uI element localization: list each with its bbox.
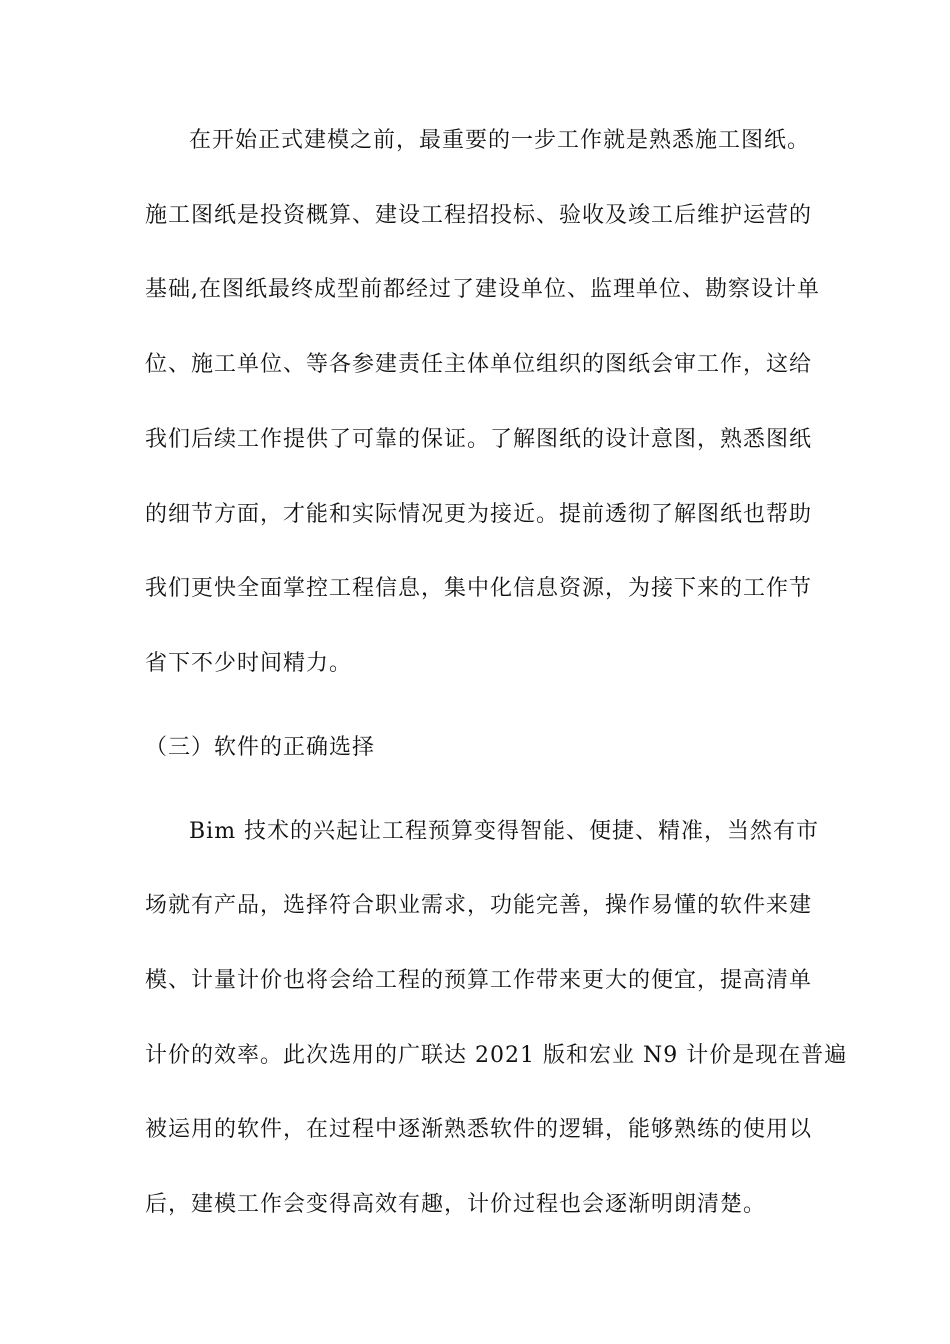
paragraph-2-line-4: 计价的效率。此次选用的广联达 2021 版和宏业 N9 计价是现在普遍 — [145, 1043, 848, 1068]
paragraph-1-line-6: 的细节方面，才能和实际情况更为接近。提前透彻了解图纸也帮助 — [145, 502, 813, 527]
paragraph-2-line-1: Bim 技术的兴起让工程预算变得智能、便捷、精准，当然有市 — [189, 819, 820, 844]
paragraph-2-line-6: 后，建模工作会变得高效有趣，计价过程也会逐渐明朗清楚。 — [145, 1192, 767, 1217]
paragraph-1-line-4: 位、施工单位、等各参建责任主体单位组织的图纸会审工作，这给 — [145, 352, 813, 377]
paragraph-1-line-3: 基础,在图纸最终成型前都经过了建设单位、监理单位、勘察设计单 — [145, 277, 820, 302]
paragraph-2-line-3: 模、计量计价也将会给工程的预算工作带来更大的便宜，提高清单 — [145, 968, 813, 993]
paragraph-1-line-8: 省下不少时间精力。 — [145, 651, 353, 676]
paragraph-2-line-5: 被运用的软件，在过程中逐渐熟悉软件的逻辑，能够熟练的使用以 — [145, 1117, 813, 1142]
paragraph-1-line-5: 我们后续工作提供了可靠的保证。了解图纸的设计意图，熟悉图纸 — [145, 427, 813, 452]
section-heading: （三）软件的正确选择 — [145, 735, 376, 760]
paragraph-1-line-7: 我们更快全面掌控工程信息，集中化信息资源，为接下来的工作节 — [145, 576, 813, 601]
paragraph-2-line-2: 场就有产品，选择符合职业需求，功能完善，操作易懂的软件来建 — [145, 893, 813, 918]
paragraph-1-line-2: 施工图纸是投资概算、建设工程招投标、验收及竣工后维护运营的 — [145, 203, 813, 228]
paragraph-1-line-1: 在开始正式建模之前，最重要的一步工作就是熟悉施工图纸。 — [189, 128, 811, 153]
